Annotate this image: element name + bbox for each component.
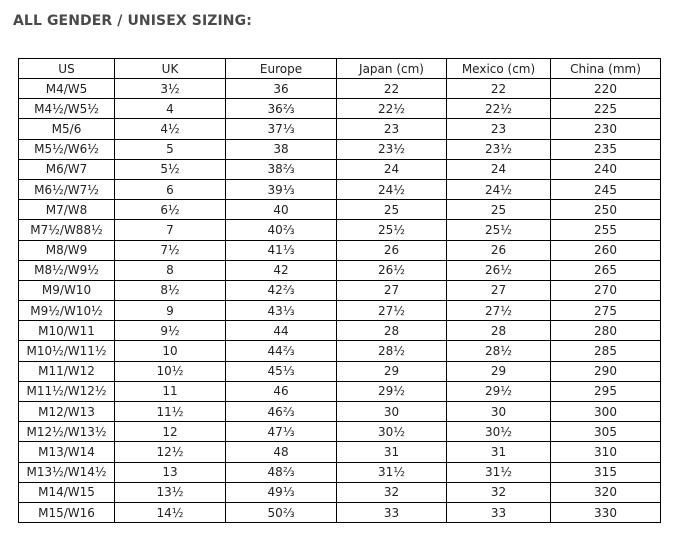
cell-uk: 5½ <box>115 159 226 179</box>
cell-japan: 25 <box>337 200 447 220</box>
table-row <box>19 99 661 119</box>
cell-japan: 33 <box>337 502 447 522</box>
cell-us: M4/W5 <box>19 79 115 99</box>
cell-europe: 38⅔ <box>226 159 337 179</box>
cell-us: M10½/W11½ <box>19 341 115 361</box>
cell-china: 285 <box>551 341 661 361</box>
table-row <box>19 139 661 159</box>
cell-china: 320 <box>551 482 661 502</box>
cell-europe: 47⅓ <box>226 422 337 442</box>
table-row <box>19 502 661 522</box>
cell-uk: 7½ <box>115 240 226 260</box>
cell-europe: 44⅔ <box>226 341 337 361</box>
cell-japan: 22½ <box>337 99 447 119</box>
cell-china: 300 <box>551 402 661 422</box>
cell-japan: 30 <box>337 402 447 422</box>
cell-china: 315 <box>551 462 661 482</box>
cell-uk: 6½ <box>115 200 226 220</box>
cell-japan: 27½ <box>337 301 447 321</box>
cell-uk: 10 <box>115 341 226 361</box>
table-row <box>19 200 661 220</box>
cell-us: M7/W8 <box>19 200 115 220</box>
table-row <box>19 119 661 139</box>
table-row <box>19 220 661 240</box>
cell-japan: 28 <box>337 321 447 341</box>
table-row <box>19 159 661 179</box>
column-header-mexico: Mexico (cm) <box>447 59 551 79</box>
cell-mexico: 33 <box>447 502 551 522</box>
table-row <box>19 179 661 199</box>
cell-europe: 50⅔ <box>226 502 337 522</box>
cell-mexico: 29½ <box>447 381 551 401</box>
cell-europe: 45⅓ <box>226 361 337 381</box>
table-row <box>19 79 661 99</box>
cell-china: 310 <box>551 442 661 462</box>
cell-uk: 5 <box>115 139 226 159</box>
cell-europe: 42⅔ <box>226 280 337 300</box>
table-header-row <box>19 59 661 79</box>
cell-japan: 22 <box>337 79 447 99</box>
cell-mexico: 29 <box>447 361 551 381</box>
cell-us: M10/W11 <box>19 321 115 341</box>
cell-uk: 9 <box>115 301 226 321</box>
cell-us: M13/W14 <box>19 442 115 462</box>
table-body <box>19 79 661 523</box>
page-title: ALL GENDER / UNISEX SIZING: <box>13 13 252 29</box>
cell-mexico: 26½ <box>447 260 551 280</box>
cell-us: M13½/W14½ <box>19 462 115 482</box>
cell-china: 270 <box>551 280 661 300</box>
cell-japan: 32 <box>337 482 447 502</box>
cell-us: M5/6 <box>19 119 115 139</box>
column-header-uk: UK <box>115 59 226 79</box>
cell-mexico: 30 <box>447 402 551 422</box>
cell-china: 305 <box>551 422 661 442</box>
cell-japan: 23 <box>337 119 447 139</box>
table-row <box>19 462 661 482</box>
cell-japan: 26 <box>337 240 447 260</box>
cell-us: M4½/W5½ <box>19 99 115 119</box>
cell-china: 330 <box>551 502 661 522</box>
cell-japan: 24 <box>337 159 447 179</box>
column-header-us: US <box>19 59 115 79</box>
cell-china: 230 <box>551 119 661 139</box>
cell-us: M14/W15 <box>19 482 115 502</box>
cell-uk: 7 <box>115 220 226 240</box>
cell-mexico: 22 <box>447 79 551 99</box>
cell-mexico: 23½ <box>447 139 551 159</box>
cell-mexico: 24 <box>447 159 551 179</box>
cell-europe: 41⅓ <box>226 240 337 260</box>
cell-us: M6½/W7½ <box>19 179 115 199</box>
table-row <box>19 240 661 260</box>
cell-mexico: 28½ <box>447 341 551 361</box>
cell-uk: 8 <box>115 260 226 280</box>
cell-uk: 6 <box>115 179 226 199</box>
table-row <box>19 442 661 462</box>
table-row <box>19 260 661 280</box>
cell-us: M11/W12 <box>19 361 115 381</box>
cell-uk: 12 <box>115 422 226 442</box>
cell-mexico: 25½ <box>447 220 551 240</box>
cell-china: 240 <box>551 159 661 179</box>
cell-europe: 43⅓ <box>226 301 337 321</box>
cell-mexico: 30½ <box>447 422 551 442</box>
cell-uk: 14½ <box>115 502 226 522</box>
cell-europe: 44 <box>226 321 337 341</box>
cell-us: M6/W7 <box>19 159 115 179</box>
cell-japan: 27 <box>337 280 447 300</box>
cell-uk: 13 <box>115 462 226 482</box>
cell-us: M5½/W6½ <box>19 139 115 159</box>
column-header-china: China (mm) <box>551 59 661 79</box>
cell-china: 295 <box>551 381 661 401</box>
column-header-japan: Japan (cm) <box>337 59 447 79</box>
cell-japan: 25½ <box>337 220 447 240</box>
cell-us: M8½/W9½ <box>19 260 115 280</box>
cell-uk: 4 <box>115 99 226 119</box>
table-row <box>19 422 661 442</box>
cell-us: M8/W9 <box>19 240 115 260</box>
table-row <box>19 321 661 341</box>
cell-mexico: 25 <box>447 200 551 220</box>
cell-japan: 30½ <box>337 422 447 442</box>
cell-china: 255 <box>551 220 661 240</box>
table-row <box>19 301 661 321</box>
cell-japan: 29 <box>337 361 447 381</box>
cell-us: M9/W10 <box>19 280 115 300</box>
cell-uk: 11 <box>115 381 226 401</box>
cell-china: 290 <box>551 361 661 381</box>
table-row <box>19 482 661 502</box>
cell-china: 260 <box>551 240 661 260</box>
cell-mexico: 24½ <box>447 179 551 199</box>
cell-china: 245 <box>551 179 661 199</box>
cell-mexico: 27½ <box>447 301 551 321</box>
cell-europe: 42 <box>226 260 337 280</box>
cell-uk: 12½ <box>115 442 226 462</box>
table-row <box>19 341 661 361</box>
table-row <box>19 402 661 422</box>
cell-japan: 31 <box>337 442 447 462</box>
cell-europe: 36 <box>226 79 337 99</box>
cell-uk: 3½ <box>115 79 226 99</box>
cell-us: M7½/W88½ <box>19 220 115 240</box>
cell-china: 220 <box>551 79 661 99</box>
cell-china: 250 <box>551 200 661 220</box>
cell-uk: 10½ <box>115 361 226 381</box>
cell-mexico: 27 <box>447 280 551 300</box>
cell-mexico: 23 <box>447 119 551 139</box>
cell-europe: 46 <box>226 381 337 401</box>
cell-china: 265 <box>551 260 661 280</box>
cell-uk: 13½ <box>115 482 226 502</box>
cell-europe: 48⅔ <box>226 462 337 482</box>
cell-mexico: 31 <box>447 442 551 462</box>
table-row <box>19 280 661 300</box>
cell-mexico: 32 <box>447 482 551 502</box>
cell-china: 280 <box>551 321 661 341</box>
cell-mexico: 31½ <box>447 462 551 482</box>
cell-china: 235 <box>551 139 661 159</box>
cell-europe: 46⅔ <box>226 402 337 422</box>
table-row <box>19 361 661 381</box>
cell-europe: 38 <box>226 139 337 159</box>
column-header-europe: Europe <box>226 59 337 79</box>
cell-japan: 28½ <box>337 341 447 361</box>
cell-japan: 23½ <box>337 139 447 159</box>
cell-japan: 29½ <box>337 381 447 401</box>
cell-mexico: 26 <box>447 240 551 260</box>
cell-uk: 8½ <box>115 280 226 300</box>
cell-europe: 49⅓ <box>226 482 337 502</box>
cell-uk: 9½ <box>115 321 226 341</box>
cell-us: M9½/W10½ <box>19 301 115 321</box>
cell-uk: 11½ <box>115 402 226 422</box>
cell-mexico: 22½ <box>447 99 551 119</box>
cell-mexico: 28 <box>447 321 551 341</box>
cell-japan: 31½ <box>337 462 447 482</box>
cell-europe: 40 <box>226 200 337 220</box>
cell-us: M12½/W13½ <box>19 422 115 442</box>
table-row <box>19 381 661 401</box>
sizing-table <box>18 58 661 523</box>
cell-us: M12/W13 <box>19 402 115 422</box>
cell-japan: 26½ <box>337 260 447 280</box>
cell-europe: 39⅓ <box>226 179 337 199</box>
cell-europe: 48 <box>226 442 337 462</box>
cell-china: 275 <box>551 301 661 321</box>
cell-us: M11½/W12½ <box>19 381 115 401</box>
cell-japan: 24½ <box>337 179 447 199</box>
cell-china: 225 <box>551 99 661 119</box>
cell-europe: 37⅓ <box>226 119 337 139</box>
cell-europe: 40⅔ <box>226 220 337 240</box>
cell-europe: 36⅔ <box>226 99 337 119</box>
cell-uk: 4½ <box>115 119 226 139</box>
cell-us: M15/W16 <box>19 502 115 522</box>
